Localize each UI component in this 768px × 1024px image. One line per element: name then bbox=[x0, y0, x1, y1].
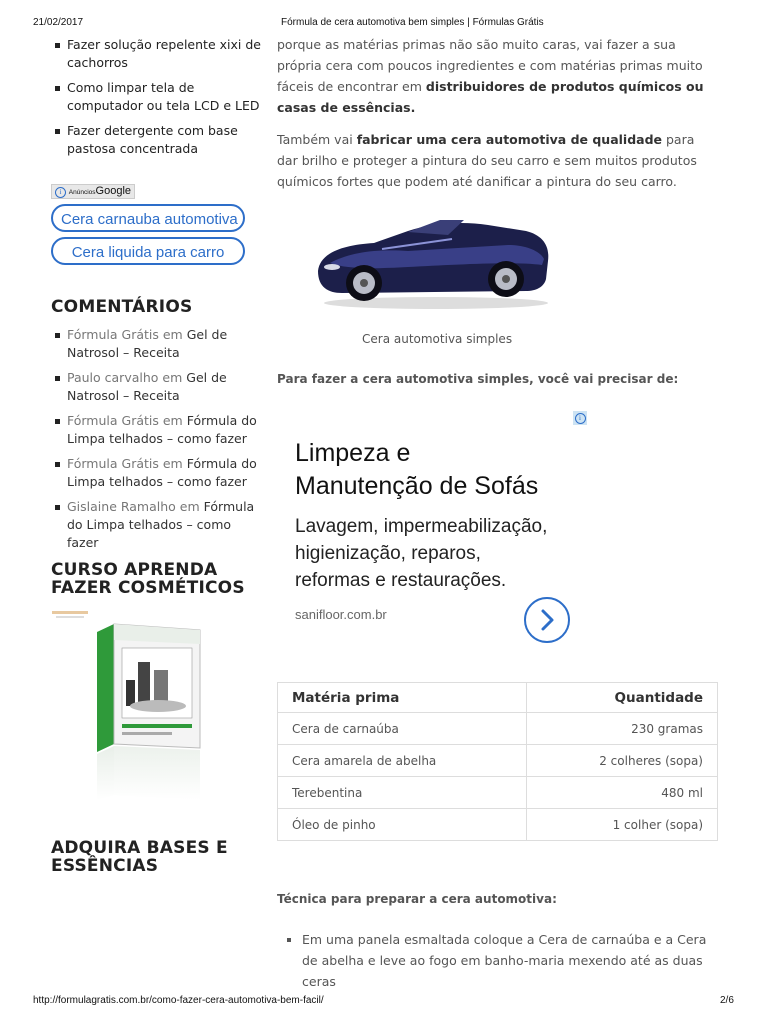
print-page-number: 2/6 bbox=[720, 995, 734, 1006]
comments-list bbox=[50, 326, 265, 559]
ingredient-name: Cera amarela de abelha bbox=[278, 745, 527, 777]
ad-domain[interactable]: sanifloor.com.br bbox=[295, 607, 387, 622]
bases-heading: ADQUIRA BASES E ESSÊNCIAS bbox=[51, 838, 228, 876]
comment-author: Gislaine Ramalho bbox=[67, 499, 176, 514]
print-title: Fórmula de cera automotiva bem simples | Fórmulas Grátis bbox=[281, 17, 544, 28]
comment-sep: em bbox=[158, 413, 187, 428]
ad-title-line: Limpeza e bbox=[295, 439, 411, 467]
ingredient-quantity: 1 colher (sopa) bbox=[527, 809, 718, 841]
ingredient-name: Óleo de pinho bbox=[278, 809, 527, 841]
table-row bbox=[278, 745, 718, 777]
course-box-image[interactable] bbox=[92, 620, 207, 800]
comment-post-link[interactable]: Fórmula do Limpa telhados – como fazer bbox=[67, 499, 255, 550]
bullet bbox=[287, 938, 291, 942]
ingredient-quantity: 230 gramas bbox=[527, 713, 718, 745]
comment-sep: em bbox=[158, 327, 187, 342]
comment-item bbox=[50, 498, 265, 552]
quality-paragraph bbox=[277, 129, 717, 192]
comment-post-link[interactable]: Fórmula do Limpa telhados – como fazer bbox=[67, 456, 257, 489]
comment-author: Fórmula Grátis bbox=[67, 456, 159, 471]
comment-post-link[interactable]: Gel de Natrosol – Receita bbox=[67, 327, 228, 360]
course-heading: CURSO APRENDA FAZER COSMÉTICOS bbox=[51, 560, 245, 598]
comment-author: Fórmula Grátis bbox=[67, 413, 159, 428]
comment-item bbox=[50, 326, 265, 362]
technique-heading: Técnica para preparar a cera automotiva: bbox=[277, 892, 557, 906]
car-image bbox=[312, 205, 554, 310]
print-url: http://formulagratis.com.br/como-fazer-cera-automotiva-bem-facil/ bbox=[33, 995, 324, 1006]
ads-brand-text: Google bbox=[95, 185, 132, 197]
quality-text-a: Também vai bbox=[277, 132, 357, 147]
table-header-row bbox=[278, 683, 718, 713]
ad-info-icon[interactable] bbox=[573, 411, 587, 425]
ingredient-name: Terebentina bbox=[278, 777, 527, 809]
comment-author: Fórmula Grátis bbox=[67, 327, 159, 342]
ad-link-cera-liquida[interactable]: Cera liquida para carro bbox=[51, 237, 245, 265]
comment-sep: em bbox=[175, 499, 204, 514]
sidebar-related-links bbox=[50, 36, 265, 165]
technique-steps bbox=[285, 929, 715, 992]
intro-paragraph bbox=[277, 34, 717, 118]
quality-bold-text: fabricar uma cera automotiva de qualidade bbox=[356, 132, 663, 147]
print-date: 21/02/2017 bbox=[33, 17, 84, 28]
ad-title[interactable] bbox=[295, 437, 538, 503]
sidebar-link-1[interactable]: Como limpar tela de computador ou tela LCD e LED bbox=[50, 79, 265, 115]
ad-body bbox=[295, 513, 547, 594]
info-icon: i bbox=[575, 413, 586, 424]
comment-post-link[interactable]: Fórmula do Limpa telhados – como fazer bbox=[67, 413, 257, 446]
header-quantidade: Quantidade bbox=[527, 683, 718, 713]
step-item bbox=[285, 929, 715, 992]
header-materia-prima: Matéria prima bbox=[278, 683, 527, 713]
info-icon: i bbox=[55, 187, 66, 198]
comment-post-link[interactable]: Gel de Natrosol – Receita bbox=[67, 370, 227, 403]
table-row bbox=[278, 713, 718, 745]
intro-bold-text: distribuidores de produtos químicos ou casas de essências. bbox=[277, 79, 704, 115]
chevron-right-icon bbox=[524, 597, 570, 643]
comment-item bbox=[50, 455, 265, 491]
comment-author: Paulo carvalho bbox=[67, 370, 159, 385]
ingredients-table bbox=[277, 682, 718, 841]
comment-item bbox=[50, 369, 265, 405]
table-row bbox=[278, 809, 718, 841]
sidebar-link-2[interactable]: Fazer detergente com base pastosa concentrada bbox=[50, 122, 265, 158]
ad-body-line: reformas e restaurações. bbox=[295, 570, 507, 591]
ad-arrow-button[interactable] bbox=[524, 597, 570, 643]
comments-heading: COMENTÁRIOS bbox=[51, 297, 193, 317]
step-text: Em uma panela esmaltada coloque a Cera de carnaúba e a Cera de abelha e leve ao fogo em banho-maria mexendo até as duas ceras bbox=[302, 932, 707, 989]
table-row bbox=[278, 777, 718, 809]
ad-link-cera-carnauba[interactable]: Cera carnauba automotiva bbox=[51, 204, 245, 232]
quality-text-c: para dar brilho e proteger a pintura do seu carro e sem muitos produtos químicos fortes que podem até danificar a pintura do seu carro. bbox=[277, 132, 697, 189]
image-caption: Cera automotiva simples bbox=[362, 332, 513, 346]
comment-item bbox=[50, 412, 265, 448]
comment-sep: em bbox=[158, 370, 187, 385]
comment-sep: em bbox=[158, 456, 187, 471]
intro-text: porque as matérias primas não são muito caras, vai fazer a sua própria cera com poucos ingredientes e com matérias primas muito fáceis de encontrar em bbox=[277, 37, 703, 94]
ingredients-intro: Para fazer a cera automotiva simples, você vai precisar de: bbox=[277, 372, 679, 386]
ads-by-google-label[interactable] bbox=[51, 184, 135, 199]
course-small-logo bbox=[52, 606, 88, 620]
ad-body-line: higienização, reparos, bbox=[295, 543, 481, 564]
sidebar-link-0[interactable]: Fazer solução repelente xixi de cachorros bbox=[50, 36, 265, 72]
ads-label-text: Anúncios bbox=[68, 189, 96, 196]
ingredient-quantity: 480 ml bbox=[527, 777, 718, 809]
ad-title-line: Manutenção de Sofás bbox=[295, 472, 539, 500]
ingredient-quantity: 2 colheres (sopa) bbox=[527, 745, 718, 777]
ingredient-name: Cera de carnaúba bbox=[278, 713, 527, 745]
ad-body-line: Lavagem, impermeabilização, bbox=[295, 516, 548, 537]
